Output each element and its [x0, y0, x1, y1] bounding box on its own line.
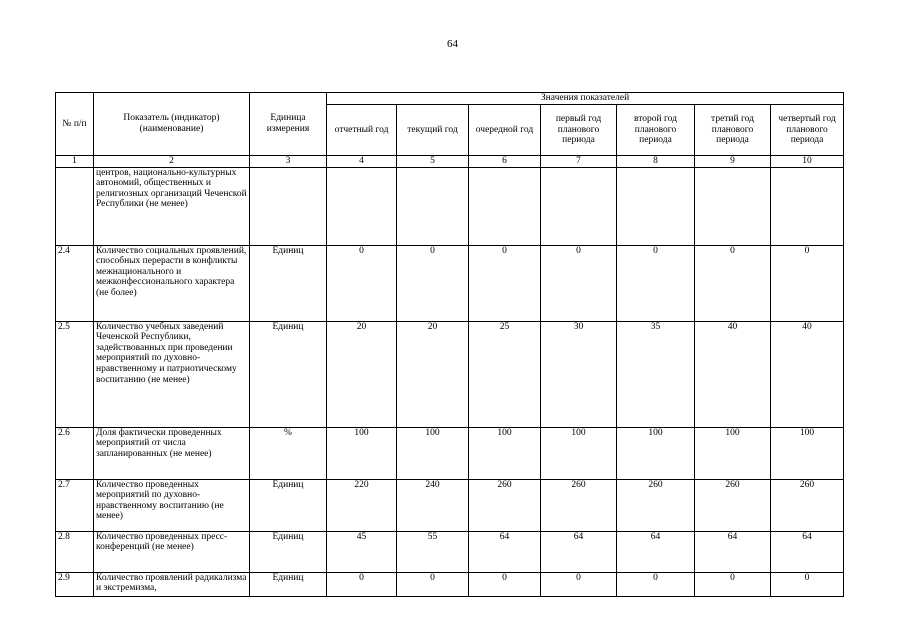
header-values-group: Значения показателей	[327, 93, 844, 105]
column-number: 9	[695, 156, 771, 168]
header-unit: Единица измерения	[250, 93, 327, 156]
header-col-reporting-year: отчетный год	[327, 105, 397, 156]
column-number: 2	[94, 156, 250, 168]
row-unit: Единиц	[250, 531, 327, 572]
header-num: № п/п	[56, 93, 94, 156]
row-indicator: центров, национально-культурных автономий, общественных и религиозных организаций Чеченской Республики (не менее)	[94, 167, 250, 245]
row-value	[771, 167, 844, 245]
row-value: 0	[397, 245, 469, 321]
row-value: 0	[771, 245, 844, 321]
table-row	[56, 321, 844, 427]
header-col-plan-year-4: четвертый год планового периода	[771, 105, 844, 156]
row-unit: Единиц	[250, 245, 327, 321]
row-number: 2.9	[56, 572, 94, 596]
row-number: 2.7	[56, 479, 94, 531]
row-value: 100	[541, 427, 617, 479]
column-number: 7	[541, 156, 617, 168]
header-col-plan-year-3: третий год планового периода	[695, 105, 771, 156]
indicators-table	[55, 92, 844, 597]
row-unit: Единиц	[250, 321, 327, 427]
row-indicator: Количество проявлений радикализма и экстремизма,	[94, 572, 250, 596]
row-number: 2.5	[56, 321, 94, 427]
table-row	[56, 427, 844, 479]
row-value: 100	[327, 427, 397, 479]
row-value: 0	[771, 572, 844, 596]
row-indicator: Количество проведенных мероприятий по духовно-нравственному воспитанию (не менее)	[94, 479, 250, 531]
row-value: 0	[617, 572, 695, 596]
header-row-top	[56, 93, 844, 105]
table-row	[56, 245, 844, 321]
row-unit: Единиц	[250, 479, 327, 531]
row-value: 0	[541, 245, 617, 321]
row-number: 2.6	[56, 427, 94, 479]
page-number: 64	[447, 38, 458, 50]
row-value	[617, 167, 695, 245]
row-value: 40	[771, 321, 844, 427]
row-value	[397, 167, 469, 245]
column-number: 10	[771, 156, 844, 168]
row-value: 260	[771, 479, 844, 531]
row-value: 64	[469, 531, 541, 572]
row-value	[695, 167, 771, 245]
column-number: 5	[397, 156, 469, 168]
row-value: 100	[771, 427, 844, 479]
row-value: 100	[695, 427, 771, 479]
row-value: 100	[469, 427, 541, 479]
row-unit: Единиц	[250, 572, 327, 596]
row-value: 100	[617, 427, 695, 479]
row-value: 45	[327, 531, 397, 572]
row-value: 35	[617, 321, 695, 427]
row-value: 0	[695, 572, 771, 596]
row-value: 0	[469, 572, 541, 596]
row-unit	[250, 167, 327, 245]
row-value: 240	[397, 479, 469, 531]
row-unit: %	[250, 427, 327, 479]
row-value: 260	[695, 479, 771, 531]
header-col-next-year: очередной год	[469, 105, 541, 156]
table-row	[56, 531, 844, 572]
row-number: 2.8	[56, 531, 94, 572]
row-value: 0	[327, 245, 397, 321]
table-row	[56, 167, 844, 245]
row-value: 30	[541, 321, 617, 427]
column-number: 4	[327, 156, 397, 168]
row-indicator: Количество проведенных пресс-конференций (не менее)	[94, 531, 250, 572]
row-value: 220	[327, 479, 397, 531]
row-value: 55	[397, 531, 469, 572]
column-number: 8	[617, 156, 695, 168]
row-value: 0	[469, 245, 541, 321]
table-row	[56, 572, 844, 596]
row-value: 64	[541, 531, 617, 572]
row-value	[541, 167, 617, 245]
row-value: 100	[397, 427, 469, 479]
row-value: 260	[469, 479, 541, 531]
row-value: 64	[695, 531, 771, 572]
row-value: 0	[327, 572, 397, 596]
row-value: 64	[771, 531, 844, 572]
row-value: 0	[617, 245, 695, 321]
row-value: 0	[541, 572, 617, 596]
row-value	[469, 167, 541, 245]
header-col-plan-year-1: первый год планового периода	[541, 105, 617, 156]
row-value: 25	[469, 321, 541, 427]
header-col-plan-year-2: второй год планового периода	[617, 105, 695, 156]
row-value	[327, 167, 397, 245]
row-value: 64	[617, 531, 695, 572]
column-number: 3	[250, 156, 327, 168]
row-number	[56, 167, 94, 245]
column-number-row	[56, 156, 844, 168]
header-indicator: Показатель (индикатор) (наименование)	[94, 93, 250, 156]
row-value: 260	[541, 479, 617, 531]
column-number: 1	[56, 156, 94, 168]
row-value: 0	[695, 245, 771, 321]
row-value: 0	[397, 572, 469, 596]
table-row	[56, 479, 844, 531]
row-value: 260	[617, 479, 695, 531]
row-indicator: Доля фактически проведенных мероприятий от числа запланированных (не менее)	[94, 427, 250, 479]
row-value: 20	[397, 321, 469, 427]
row-indicator: Количество социальных проявлений, способных перерасти в конфликты межнационального и межконфессионального характера (не более)	[94, 245, 250, 321]
row-number: 2.4	[56, 245, 94, 321]
row-value: 20	[327, 321, 397, 427]
row-value: 40	[695, 321, 771, 427]
row-indicator: Количество учебных заведений Чеченской Республики, задействованных при проведении мероприятий по духовно-нравственному и патриотическому воспитанию (не менее)	[94, 321, 250, 427]
header-col-current-year: текущий год	[397, 105, 469, 156]
column-number: 6	[469, 156, 541, 168]
